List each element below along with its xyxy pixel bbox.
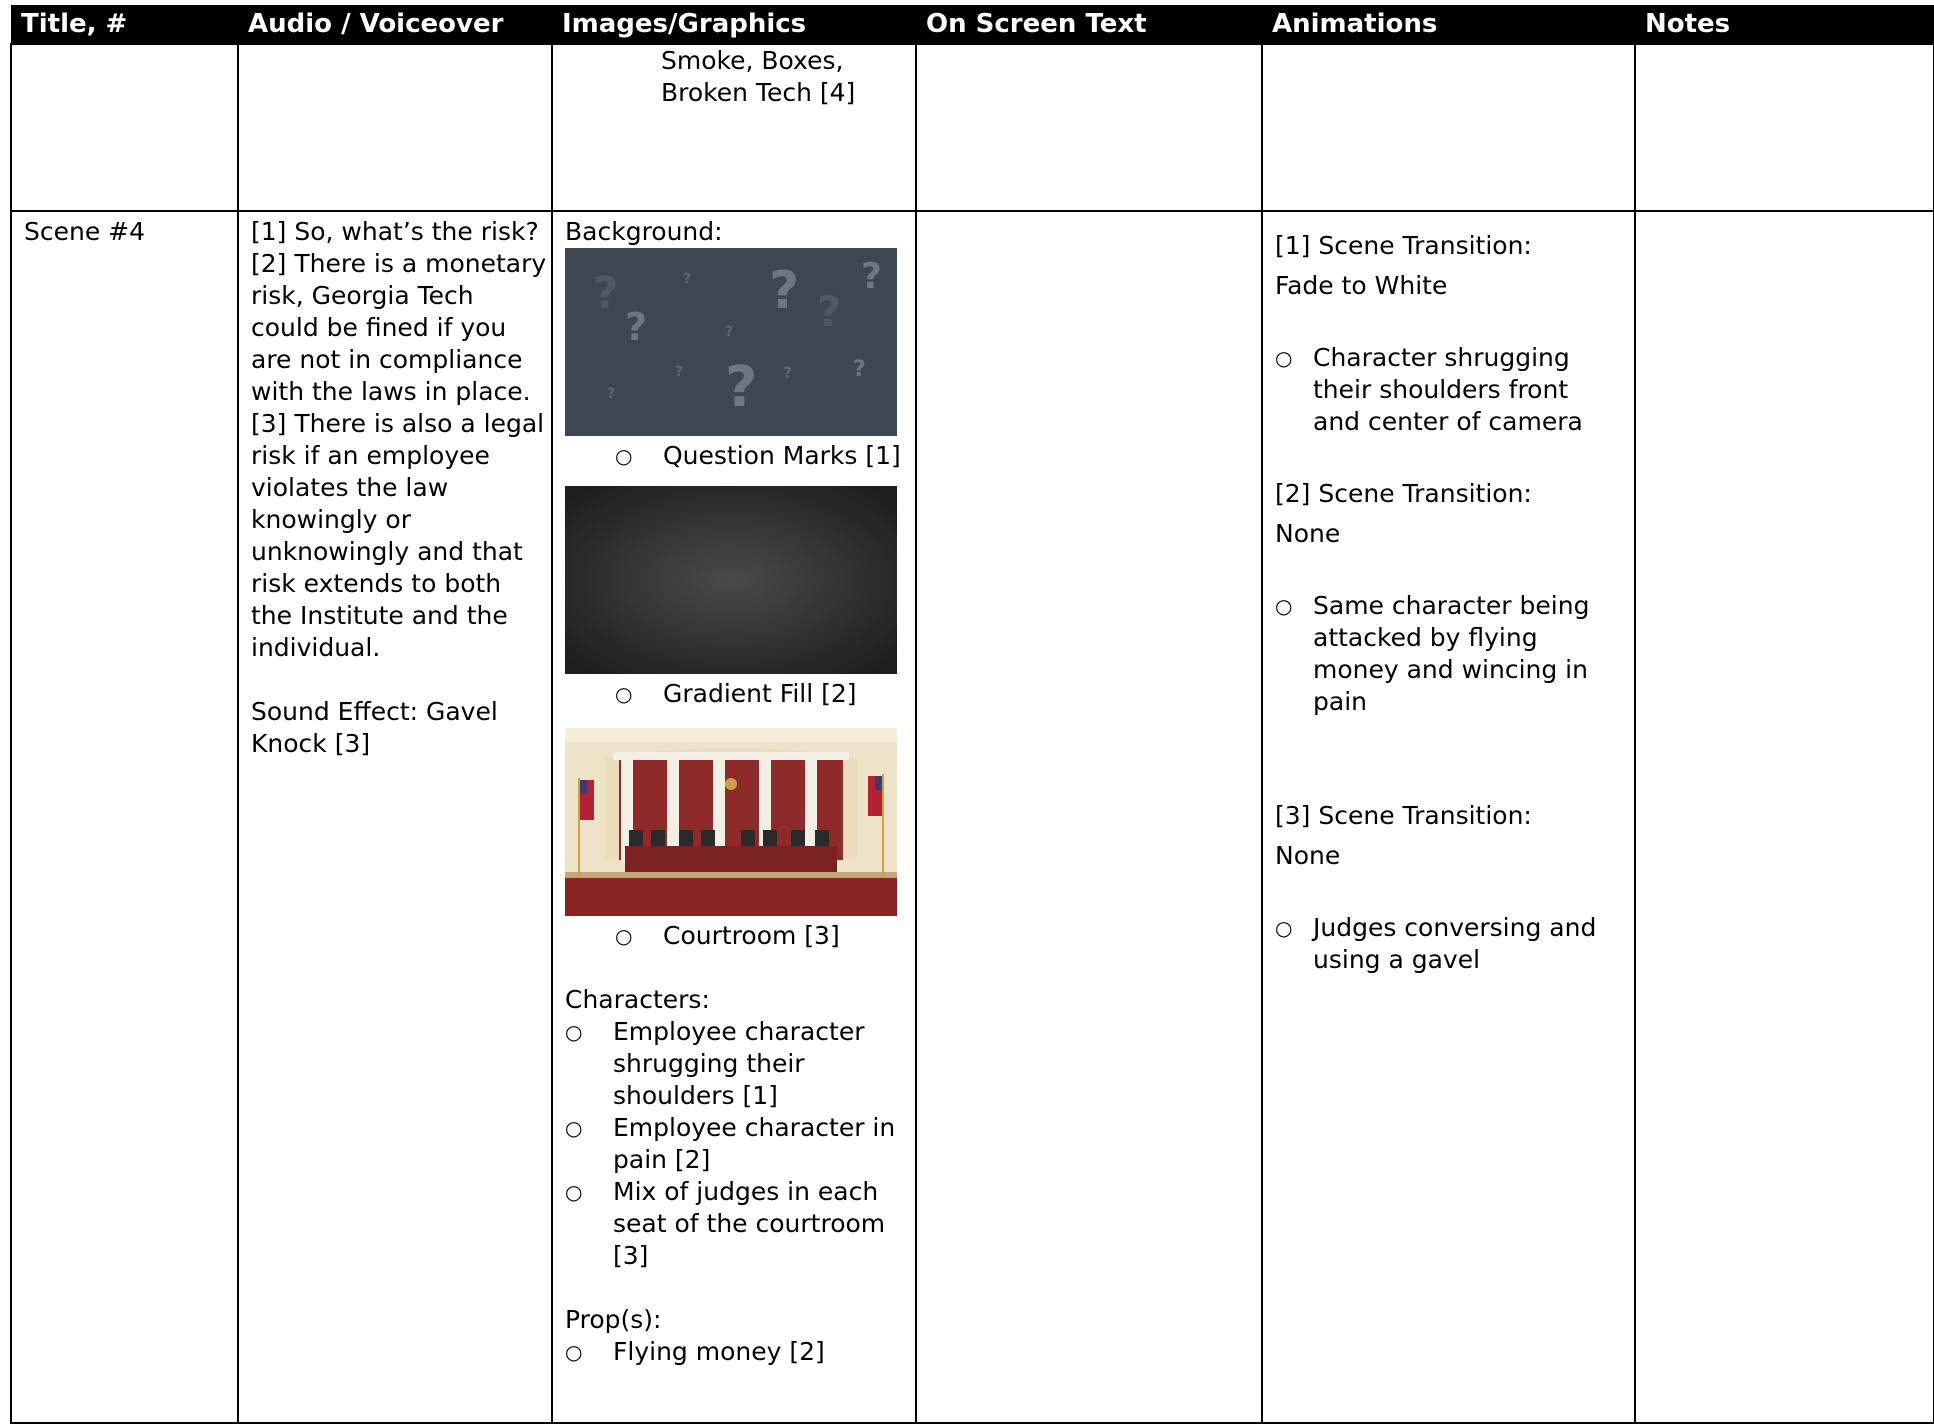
- scene-images-cell: [552, 211, 916, 1423]
- svg-text:?: ?: [725, 324, 734, 340]
- caption-question-marks: ○ Question Marks [1]: [615, 441, 901, 470]
- transition-label: [1] Scene Transition:: [1275, 231, 1532, 260]
- list-item: ○ Employee character in pain [2]: [565, 1113, 896, 1174]
- prev-images-text: Smoke, Boxes, Broken Tech [4]: [661, 46, 856, 107]
- prev-notes-cell: [1635, 44, 1934, 211]
- transition-value: None: [1275, 841, 1341, 870]
- svg-text:?: ?: [593, 268, 619, 319]
- svg-text:?: ?: [769, 261, 800, 321]
- col-title-header: Title, #: [11, 5, 238, 44]
- scene-notes-cell: [1635, 211, 1934, 1423]
- svg-text:?: ?: [783, 363, 793, 382]
- list-item: ○ Same character being attacked by flying money and wincing in pain: [1275, 591, 1590, 716]
- bullet-icon: ○: [1275, 916, 1293, 940]
- bullet-icon: ○: [1275, 594, 1293, 618]
- col-images-header: Images/Graphics: [552, 5, 916, 44]
- prev-title-cell: [11, 44, 238, 211]
- list-item: ○ Mix of judges in each seat of the courtroom [3]: [565, 1177, 886, 1270]
- col-onscreen-text-header: On Screen Text: [916, 5, 1262, 44]
- svg-text:?: ?: [625, 305, 648, 349]
- svg-text:?: ?: [683, 271, 692, 287]
- header-row: [11, 5, 1934, 44]
- list-item: ○ Judges conversing and using a gavel: [1275, 913, 1597, 974]
- scene-title: Scene #4: [24, 217, 146, 246]
- transition-value: None: [1275, 519, 1341, 548]
- courtroom-image: [565, 728, 897, 916]
- table-row-prev-scene: [11, 44, 1934, 211]
- sound-effect-text: Sound Effect: Gavel Knock [3]: [251, 697, 498, 758]
- bullet-icon: ○: [565, 1340, 583, 1364]
- svg-text:?: ?: [725, 355, 758, 420]
- animation-block-1: [1275, 230, 1622, 438]
- bullet-icon: ○: [565, 1116, 583, 1140]
- svg-text:?: ?: [817, 287, 842, 336]
- scene-title-cell: [11, 211, 238, 1423]
- svg-text:?: ?: [853, 357, 866, 382]
- list-item: ○ Character shrugging their shoulders front and center of camera: [1275, 343, 1583, 436]
- background-label: Background:: [565, 217, 723, 246]
- table-row-scene-4: [11, 211, 1934, 1423]
- bullet-icon: ○: [615, 924, 633, 948]
- svg-text:?: ?: [675, 364, 684, 380]
- transition-value: Fade to White: [1275, 271, 1448, 300]
- props-label: Prop(s):: [565, 1305, 662, 1334]
- animation-block-3: [1275, 800, 1622, 976]
- transition-label: [3] Scene Transition:: [1275, 801, 1532, 830]
- question-marks-image: [565, 248, 897, 436]
- transition-label: [2] Scene Transition:: [1275, 479, 1532, 508]
- svg-text:?: ?: [607, 386, 616, 402]
- col-animations-header: Animations: [1262, 5, 1635, 44]
- scene-onscreen-text-cell: [916, 211, 1262, 1423]
- gradient-fill-image: [565, 486, 897, 674]
- prev-onscreen-cell: [916, 44, 1262, 211]
- storyboard-table: [10, 5, 1934, 1424]
- animation-block-2: [1275, 478, 1622, 718]
- prev-animations-cell: [1262, 44, 1635, 211]
- bullet-icon: ○: [615, 682, 633, 706]
- characters-label: Characters:: [565, 985, 710, 1014]
- list-item: ○ Employee character shrugging their shoulders [1]: [565, 1017, 865, 1110]
- svg-text:?: ?: [861, 256, 882, 297]
- bullet-icon: ○: [1275, 346, 1293, 370]
- caption-courtroom: ○ Courtroom [3]: [615, 921, 840, 950]
- bullet-icon: ○: [565, 1020, 583, 1044]
- prev-images-cell: [552, 44, 916, 211]
- bullet-icon: ○: [565, 1180, 583, 1204]
- col-notes-header: Notes: [1635, 5, 1934, 44]
- bullet-icon: ○: [615, 444, 633, 468]
- list-item: ○ Flying money [2]: [565, 1337, 825, 1366]
- scene-audio-cell: [238, 211, 552, 1423]
- col-audio-header: Audio / Voiceover: [238, 5, 552, 44]
- scene-animations-cell: [1262, 211, 1635, 1423]
- caption-gradient-fill: ○ Gradient Fill [2]: [615, 679, 857, 708]
- voiceover-text: [1] So, what’s the risk? [2] There is a monetary risk, Georgia Tech could be fined if you are not in compliance with the laws in place. [3] There is also a legal risk if an employee violates the law knowingly or unknowingly and that risk extends to both the Institute and the individual.: [251, 217, 547, 662]
- prev-audio-cell: [238, 44, 552, 211]
